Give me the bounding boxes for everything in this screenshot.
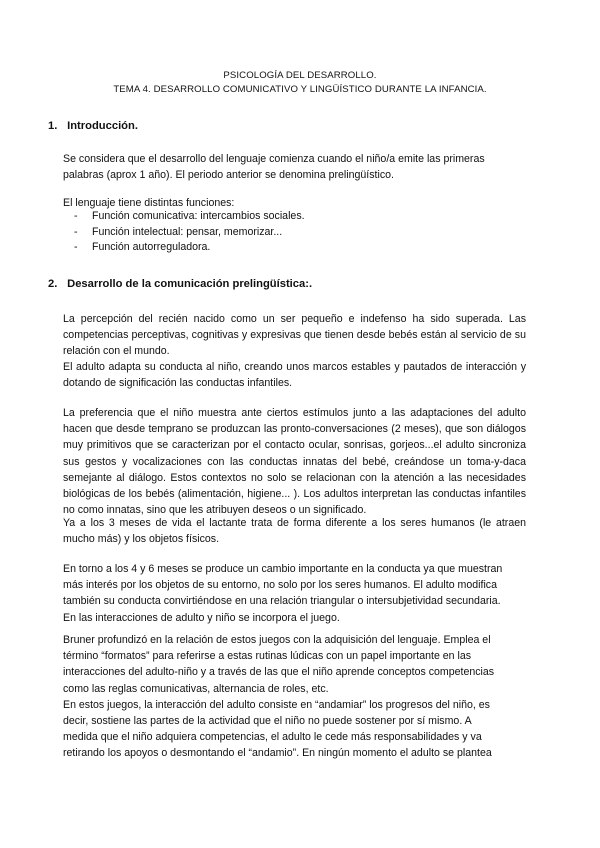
bullet-dash: - xyxy=(74,210,78,222)
list-item xyxy=(74,209,305,225)
text-line: medida que el niño adquiera competencias, el adulto le cede más responsabilidades y va xyxy=(63,731,482,744)
section-1-paragraph-1 xyxy=(63,151,526,183)
bullet-dash: - xyxy=(74,225,78,238)
list-item-text: Función comunicativa: intercambios sociales. xyxy=(92,210,305,222)
text-line: En estos juegos, la interacción del adulto consiste en “andamiar” los progresos del niño, es xyxy=(63,698,490,711)
section-2-paragraph-1: La percepción del recién nacido como un ser pequeño e indefenso ha sido superada. Las competencias perceptivas, cognitivas y expresivas que tienen desde bebés están al servicio de su relación con el mundo. xyxy=(63,313,526,358)
text-line: también su conducta convirtiéndose en una relación triangular o intersubjetividad secundaria. xyxy=(63,595,501,608)
text-line: más interés por los objetos de su entorno, no solo por los seres humanos. El adulto modifica xyxy=(63,579,497,592)
text-line: Se considera que el desarrollo del lenguaje comienza cuando el niño/a emite las primeras xyxy=(63,153,485,165)
text-line: retirando los apoyos o desmontando el “andamio”. En ningún momento el adulto se plantea xyxy=(63,747,492,760)
section-1-heading xyxy=(48,120,138,132)
section-2-paragraph-5 xyxy=(63,561,526,626)
text-line: decir, sostiene las partes de la actividad que el niño no puede sostener por sí mismo. A xyxy=(63,715,472,728)
section-2-title: Desarrollo de la comunicación prelingüística:. xyxy=(67,278,313,290)
functions-list xyxy=(74,209,305,256)
list-item xyxy=(74,225,305,241)
section-2-paragraph-2: El adulto adapta su conducta al niño, creando unos marcos estables y pautados de interacción y dotando de significación las conductas infantiles. xyxy=(63,361,526,390)
section-1-number: 1. xyxy=(48,120,58,132)
text-line: palabras (aprox 1 año). El periodo anterior se denomina prelingüístico. xyxy=(63,169,394,182)
section-2-paragraph-4: Ya a los 3 meses de vida el lactante trata de forma diferente a los seres humanos (le atraen mucho más) y los objetos físicos. xyxy=(63,517,526,546)
text-line: término “formatos” para referirse a estas rutinas lúdicas con un papel importante en las xyxy=(63,650,472,663)
section-2-number: 2. xyxy=(48,278,58,290)
text-line: Bruner profundizó en la relación de estos juegos con la adquisición del lenguaje. Emplea el xyxy=(63,634,491,646)
topic-title: TEMA 4. DESARROLLO COMUNICATIVO Y LINGÜÍSTICO DURANTE LA INFANCIA. xyxy=(113,84,487,95)
list-item-text: Función autorreguladora. xyxy=(92,241,211,253)
text-line: El lenguaje tiene distintas funciones: xyxy=(63,197,235,209)
text-line: como las reglas comunicativas, alternancia de roles, etc. xyxy=(63,682,329,695)
text-line: En las interacciones de adulto y niño se incorpora el juego. xyxy=(63,611,340,624)
section-1-title: Introducción. xyxy=(67,120,138,132)
section-2-heading xyxy=(48,278,312,290)
document-header xyxy=(0,69,600,97)
bullet-dash: - xyxy=(74,241,78,253)
list-item xyxy=(74,240,305,256)
course-title: PSICOLOGÍA DEL DESARROLLO. xyxy=(223,70,377,81)
section-2-paragraph-6 xyxy=(63,632,526,762)
list-item-text: Función intelectual: pensar, memorizar... xyxy=(92,225,283,238)
section-2-paragraph-3: La preferencia que el niño muestra ante ciertos estímulos junto a las adaptaciones del adulto hacen que desde temprano se produzcan las pronto-conversaciones (2 meses), que son diálogos muy primitivos que se caracterizan por el contacto ocular, sonrisas, gorjeos...el adulto sincroniza sus gestos y vocalizaciones con las conductas innatas del bebé, creándose un toma-y-daca semejante al diálogo. Estos contextos no solo se relacionan con la atención a las necesidades biológicas de los bebés (alimentación, higiene... ). Los adultos interpretan las conductas infantiles no como innatas, sino que les atribuyen deseos o un significado. xyxy=(63,407,526,517)
text-line: interacciones del adulto-niño y a través de las que el niño aprende conceptos competencias xyxy=(63,666,495,679)
text-line: En torno a los 4 y 6 meses se produce un cambio importante en la conducta ya que muestran xyxy=(63,563,503,575)
